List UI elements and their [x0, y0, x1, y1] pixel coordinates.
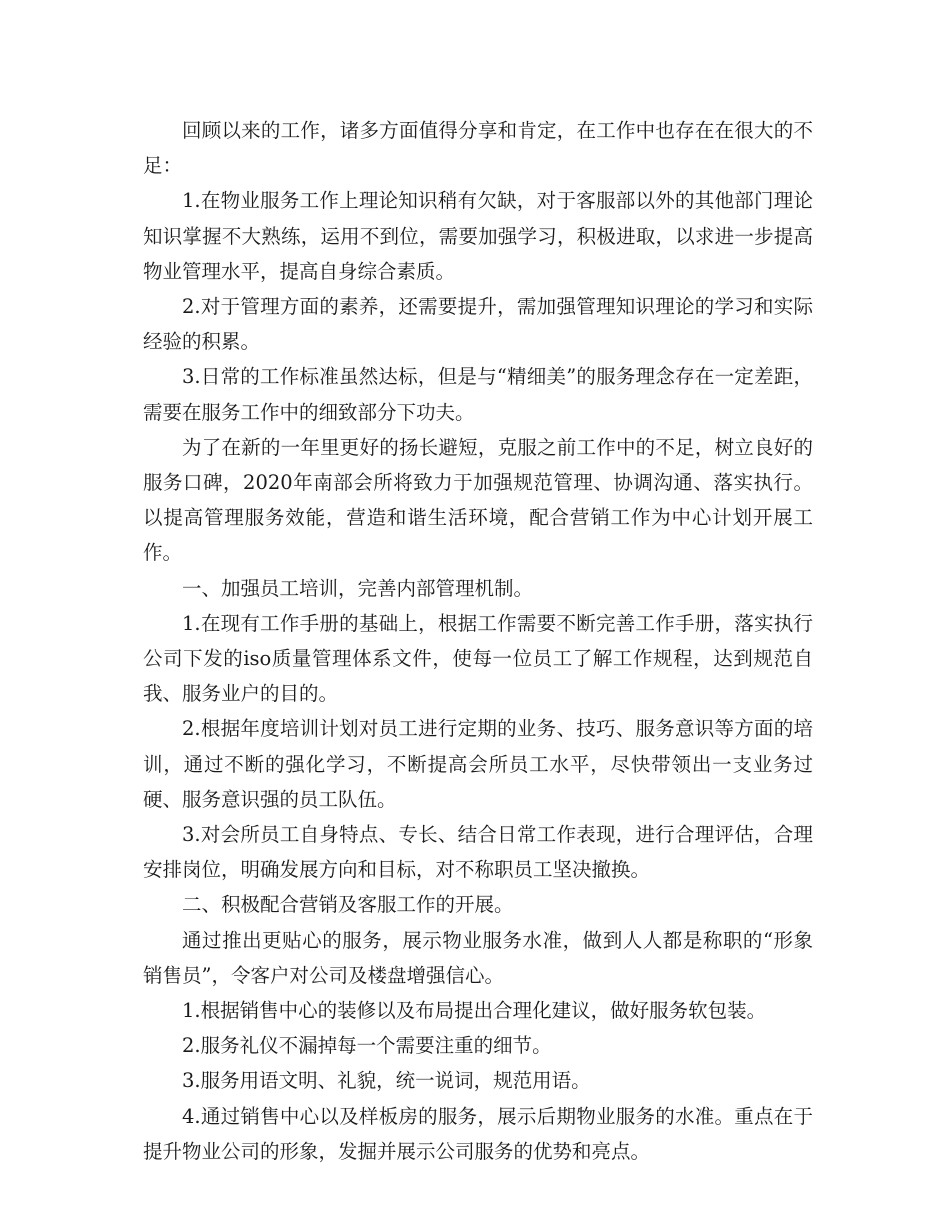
paragraph-shortcoming-3: 3.日常的工作标准虽然达标，但是与“精细美”的服务理念存在一定差距，需要在服务工作中的细致部分下功夫。 — [143, 365, 813, 424]
document-body — [143, 113, 813, 1169]
paragraph-plan-intro: 为了在新的一年里更好的扬长避短，克服之前工作中的不足，树立良好的服务口碑，2020年南部会所将致力于加强规范管理、协调沟通、落实执行。以提高管理服务效能，营造和谐生活环境，配合营销工作为中心计划开展工作。 — [143, 435, 813, 565]
section-heading-2: 二、积极配合营销及客服工作的开展。 — [182, 893, 514, 917]
paragraph-service-4: 4.通过销售中心以及样板房的服务，展示后期物业服务的水准。重点在于提升物业公司的形象，发掘并展示公司服务的优势和亮点。 — [143, 1104, 813, 1163]
paragraph-service-3: 3.服务用语文明、礼貌，统一说词，规范用语。 — [182, 1069, 591, 1093]
paragraph-training-3: 3.对会所员工自身特点、专长、结合日常工作表现，进行合理评估，合理安排岗位，明确发展方向和目标，对不称职员工坚决撤换。 — [143, 823, 813, 882]
paragraph-service-1: 1.根据销售中心的装修以及布局提出合理化建议，做好服务软包装。 — [182, 999, 767, 1023]
paragraph-shortcoming-1: 1.在物业服务工作上理论知识稍有欠缺，对于客服部以外的其他部门理论知识掌握不大熟练，运用不到位，需要加强学习，积极进取，以求进一步提高物业管理水平，提高自身综合素质。 — [143, 189, 813, 283]
paragraph-training-2: 2.根据年度培训计划对员工进行定期的业务、技巧、服务意识等方面的培训，通过不断的强化学习，不断提高会所员工水平，尽快带领出一支业务过硬、服务意识强的员工队伍。 — [143, 717, 813, 811]
paragraph-shortcoming-2: 2.对于管理方面的素养，还需要提升，需加强管理知识理论的学习和实际经验的积累。 — [143, 295, 813, 354]
paragraph-service-2: 2.服务礼仪不漏掉每一个需要注重的细节。 — [182, 1034, 552, 1058]
paragraph-training-1: 1.在现有工作手册的基础上，根据工作需要不断完善工作手册，落实执行公司下发的iso质量管理体系文件，使每一位员工了解工作规程，达到规范自我、服务业户的目的。 — [143, 611, 813, 706]
paragraph-intro: 回顾以来的工作，诸多方面值得分享和肯定，在工作中也存在在很大的不足： — [143, 119, 813, 178]
section-heading-1: 一、加强员工培训，完善内部管理机制。 — [182, 576, 534, 600]
paragraph-service-intro: 通过推出更贴心的服务，展示物业服务水准，做到人人都是称职的“形象销售员”，令客户对公司及楼盘增强信心。 — [143, 928, 813, 987]
